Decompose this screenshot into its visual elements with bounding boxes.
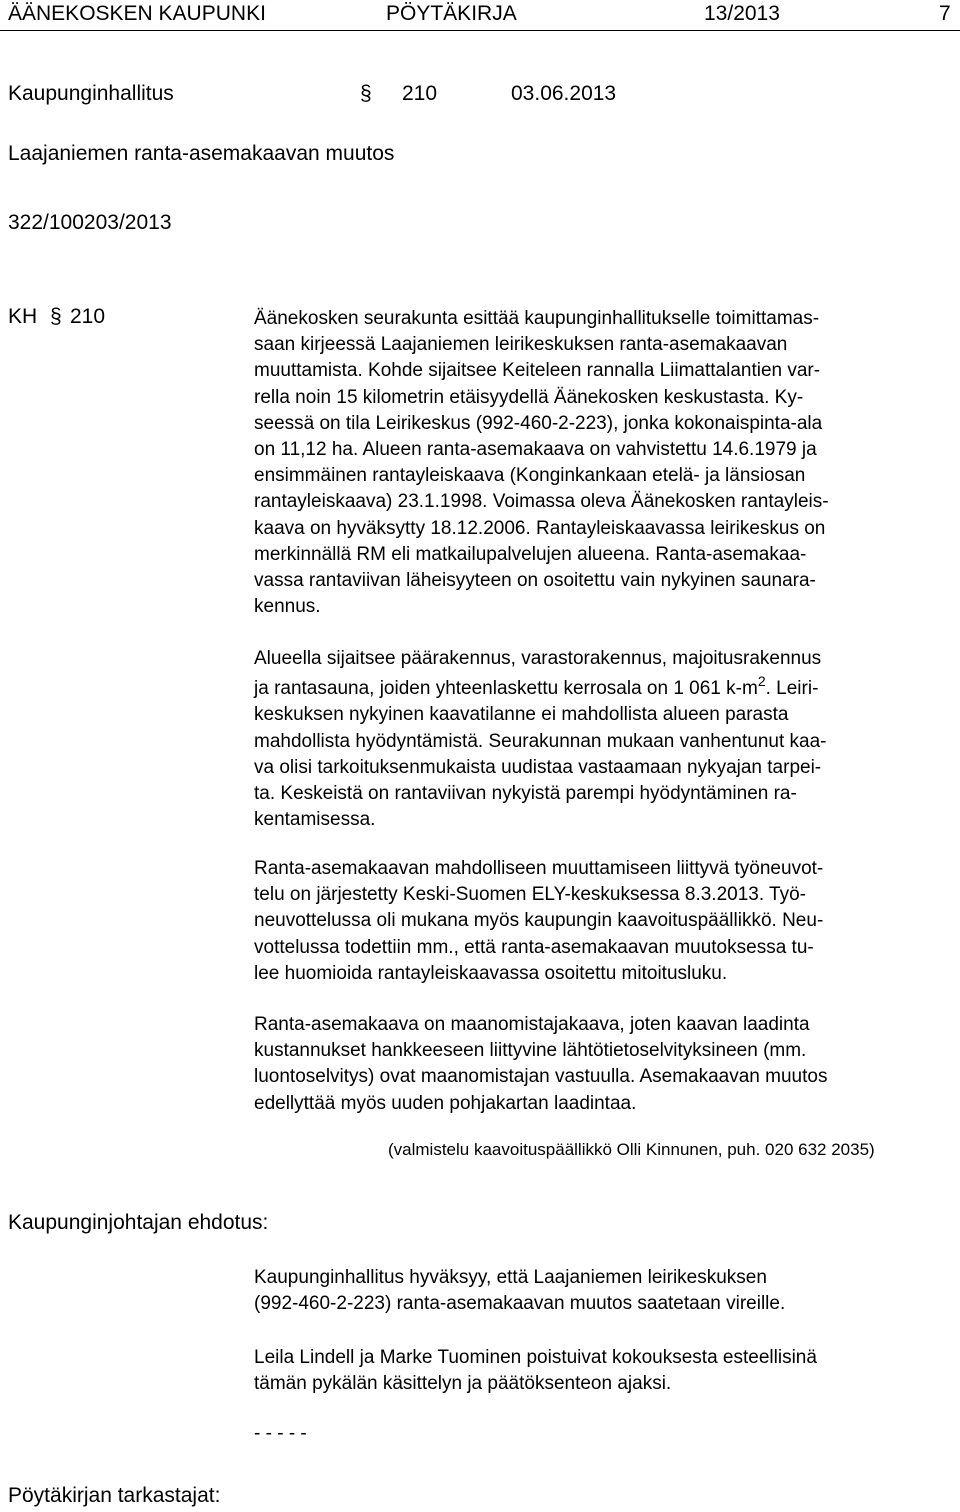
paragraph-line: rella noin 15 kilometrin etäisyydellä Äänekosken keskustasta. Ky- — [254, 386, 804, 408]
paragraph-3 — [254, 856, 954, 987]
paragraph-line: Alueella sijaitsee päärakennus, varastorakennus, majoitusrakennus — [254, 648, 822, 669]
footer-label: Pöytäkirjan tarkastajat: — [8, 1484, 221, 1507]
paragraph-line: kennus. — [254, 596, 321, 618]
paragraph-2 — [254, 646, 954, 833]
proposal-note — [254, 1345, 954, 1397]
paragraph-line: muuttamista. Kohde sijaitsee Keiteleen rannalla Liimattalantien var- — [254, 360, 821, 382]
paragraph-line: kaava on hyväksytty 18.12.2006. Rantayleiskaavassa leirikeskus on — [254, 517, 826, 539]
paragraph-line: lee huomioida rantayleiskaavassa osoitettu mitoitusluku. — [254, 962, 728, 984]
paragraph-line: mahdollista hyödyntämistä. Seurakunnan mukaan vanhentunut kaa- — [254, 730, 827, 752]
paragraph-line: Ranta-asemakaavan mahdolliseen muuttamiseen liittyvä työneuvot- — [254, 858, 824, 879]
paragraph-line: Kaupunginhallitus hyväksyy, että Laajaniemen leirikeskuksen — [254, 1267, 767, 1288]
paragraph-line: neuvottelussa oli mukana myös kaupungin kaavoituspäällikkö. Neu- — [254, 910, 824, 932]
paragraph-line: (992-460-2-223) ranta-asemakaavan muutos saatetaan vireille. — [254, 1293, 786, 1315]
meeting-section: 210 — [402, 82, 438, 105]
header-page-number: 7 — [939, 2, 951, 25]
paragraph-line: Leila Lindell ja Marke Tuominen poistuivat kokouksesta esteellisinä — [254, 1347, 817, 1368]
paragraph-line: ensimmäinen rantayleiskaava (Konginkankaan etelä- ja länsiosan — [254, 465, 806, 487]
paragraph-line: luontoselvitys) ovat maanomistajan vastuulla. Asemakaavan muutos — [254, 1066, 828, 1088]
superscript: 2 — [757, 673, 766, 690]
header-city: ÄÄNEKOSKEN KAUPUNKI — [8, 2, 266, 25]
proposal-heading: Kaupunginjohtajan ehdotus: — [8, 1211, 269, 1234]
paragraph-line: saan kirjeessä Laajaniemen leirikeskuksen ranta-asemakaavan — [254, 334, 788, 356]
subject-title: Laajaniemen ranta-asemakaavan muutos — [8, 142, 395, 165]
paragraph-line: Ranta-asemakaava on maanomistajakaava, joten kaavan laadinta — [254, 1014, 810, 1035]
paragraph-line: va olisi tarkoituksenmukaista uudistaa vastaamaan nykyajan tarpei- — [254, 756, 822, 778]
paragraph-line: edellyttää myös uuden pohjakartan laadintaa. — [254, 1092, 637, 1114]
meeting-section-symbol: § — [360, 82, 372, 105]
paragraph-line: ta. Keskeistä on rantaviivan nykyistä parempi hyödyntäminen ra- — [254, 783, 797, 805]
paragraph-line: tämän pykälän käsittelyn ja päätöksenteon ajaksi. — [254, 1373, 672, 1395]
paragraph-line: on 11,12 ha. Alueen ranta-asemakaava on vahvistettu 14.6.1979 ja — [254, 439, 817, 461]
paragraph-line: rantayleiskaava) 23.1.1998. Voimassa oleva Äänekosken rantayleis- — [254, 491, 829, 513]
paragraph-line: kustannukset hankkeeseen liittyvine lähtötietoselvityksineen (mm. — [254, 1040, 807, 1062]
kh-section: 210 — [70, 305, 106, 328]
header-doc-type: PÖYTÄKIRJA — [386, 2, 517, 25]
paragraph-1 — [254, 306, 954, 620]
meeting-body: Kaupunginhallitus — [8, 82, 174, 105]
meeting-date: 03.06.2013 — [511, 82, 617, 105]
paragraph-line: keskuksen nykyinen kaavatilanne ei mahdollista alueen parasta — [254, 704, 789, 726]
paragraph-line — [254, 673, 954, 702]
kh-label: KH — [8, 305, 38, 328]
record-id: 322/100203/2013 — [8, 211, 172, 234]
paragraph-text: . Leiri- — [765, 678, 819, 700]
paragraph-line: seessä on tila Leirikeskus (992-460-2-223), jonka kokonaispinta-ala — [254, 412, 823, 434]
paragraph-line: vassa rantaviivan läheisyyteen on osoitettu vain nykyinen saunara- — [254, 570, 816, 592]
paragraph-4 — [254, 1012, 954, 1117]
paragraph-line: merkinnällä RM eli matkailupalvelujen alueena. Ranta-asemakaa- — [254, 543, 807, 565]
paragraph-line: vottelussa todettiin mm., että ranta-asemakaavan muutoksessa tu- — [254, 936, 814, 958]
paragraph-line: Äänekosken seurakunta esittää kaupunginhallitukselle toimittamas- — [254, 308, 820, 329]
separator-dashes: - - - - - — [254, 1423, 307, 1444]
paragraph-line: kentamisessa. — [254, 809, 376, 831]
paragraph-text: ja rantasauna, joiden yhteenlaskettu kerrosala on 1 061 k-m — [254, 678, 758, 700]
preparer-note: (valmistelu kaavoituspäällikkö Olli Kinnunen, puh. 020 632 2035) — [388, 1140, 875, 1159]
header-rule — [0, 30, 960, 31]
kh-section-symbol: § — [50, 305, 62, 328]
paragraph-line: telu on järjestetty Keski-Suomen ELY-keskuksessa 8.3.2013. Työ- — [254, 884, 807, 906]
proposal-text — [254, 1265, 954, 1317]
header-doc-number: 13/2013 — [704, 2, 780, 25]
